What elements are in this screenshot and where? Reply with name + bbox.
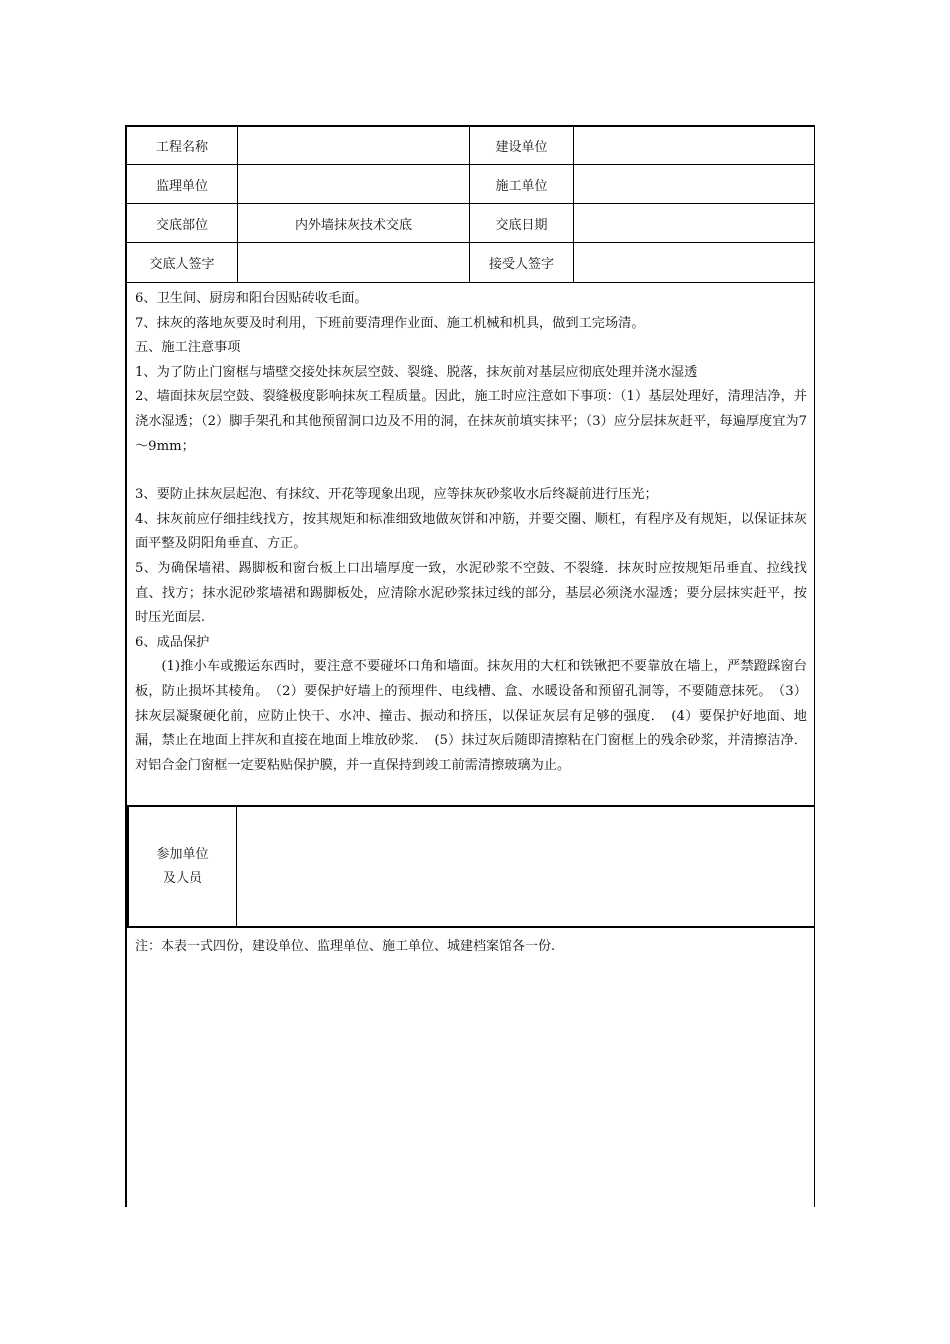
form-note: 注：本表一式四份，建设单位、监理单位、施工单位、城建档案馆各一份. [135, 939, 556, 954]
participants-label [129, 807, 237, 926]
builder-value[interactable] [573, 127, 815, 164]
contractor-value[interactable] [573, 165, 815, 203]
receiver-sign-label: 接受人签字 [469, 243, 573, 282]
header-row-3 [127, 204, 815, 243]
supervisor-value[interactable] [237, 165, 469, 203]
content-paragraph: 6、卫生间、厨房和阳台因贴砖收毛面。 [135, 291, 368, 306]
header-row-4 [127, 243, 815, 283]
contractor-label: 施工单位 [469, 165, 573, 203]
content-paragraph: 5、为确保墙裙、踢脚板和窗台板上口出墙厚度一致，水泥砂浆不空鼓、不裂缝．抹灰时应按规矩吊垂直、拉线找直、找方；抹水泥砂浆墙裙和踢脚板处，应清除水泥砂浆抹过线的部分，基层必须浇水湿透；要分层抹实赶平，按时压光面层. [135, 560, 807, 626]
section-heading: 五、施工注意事项 [135, 340, 241, 356]
header-row-2 [127, 165, 815, 204]
discloser-sign-label: 交底人签字 [149, 257, 215, 272]
builder-label: 建设单位 [469, 127, 573, 164]
participants-label-line2: 及人员 [162, 870, 202, 886]
content-paragraph: 2、墙面抹灰层空鼓、裂缝极度影响抹灰工程质量。因此，施工时应注意如下事项：（1）基层处理好，清理洁净，并浇水湿透；（2）脚手架孔和其他预留洞口边及不用的洞，在抹灰前填实抹平；（3）应分层抹灰赶平，每遍厚度宜为7～9mm； [135, 389, 807, 454]
date-label: 交底日期 [469, 204, 573, 242]
content-paragraph: 4、抹灰前应仔细挂线找方，按其规矩和标准细致地做灰饼和冲筋，并要交圈、顺杠，有程序及有规矩，以保证抹灰面平整及阴阳角垂直、方正。 [135, 511, 807, 552]
participants-box [127, 805, 815, 928]
header-row-1 [127, 127, 815, 165]
part-value: 内外墙抹灰技术交底 [237, 204, 469, 242]
part-label: 交底部位 [155, 217, 208, 233]
date-value[interactable] [573, 204, 815, 242]
disclosure-form [125, 125, 815, 1207]
content-paragraph: 7、抹灰的落地灰要及时利用，下班前要清理作业面、施工机械和机具，做到工完场清。 [135, 315, 645, 331]
content-paragraph: 3、要防止抹灰层起泡、有抹纹、开花等现象出现，应等抹灰砂浆收水后终凝前进行压光； [135, 487, 658, 503]
participants-label-line1: 参加单位 [156, 846, 209, 862]
discloser-sign-value[interactable] [237, 243, 469, 282]
disclosure-content [135, 287, 807, 778]
project-name-value[interactable] [237, 127, 469, 164]
project-name-label: 工程名称 [155, 140, 208, 155]
receiver-sign-value[interactable] [573, 243, 815, 282]
content-paragraph: (1)推小车或搬运东西时，要注意不要碰坏口角和墙面。抹灰用的大杠和铁锹把不要靠放在墙上，严禁蹬踩窗台板，防止损坏其棱角。 （2）要保护好墙上的预埋件、电线槽、盒、水暖设备和预留孔洞等，不要随意抹死。 （3）抹灰层凝聚硬化前，应防止快干、水冲、撞击、振动和挤压，以保证灰层有足够的强度． (4）要保护好地面、地漏，禁止在地面上拌灰和直接在地面上堆放砂浆． (5）抹过灰后随即清擦粘在门窗框上的残余砂浆，并清擦洁净．对铝合金门窗框一定要粘贴保护膜，并一直保持到竣工前需清擦玻璃为止。 [135, 659, 807, 773]
participants-value[interactable] [237, 807, 814, 926]
supervisor-label: 监理单位 [155, 178, 208, 194]
blank-line [135, 459, 807, 483]
section-heading: 6、成品保护 [135, 634, 210, 650]
content-paragraph: 1、为了防止门窗框与墙壁交接处抹灰层空鼓、裂缝、脱落，抹灰前对基层应彻底处理并浇水湿透 [135, 364, 698, 380]
